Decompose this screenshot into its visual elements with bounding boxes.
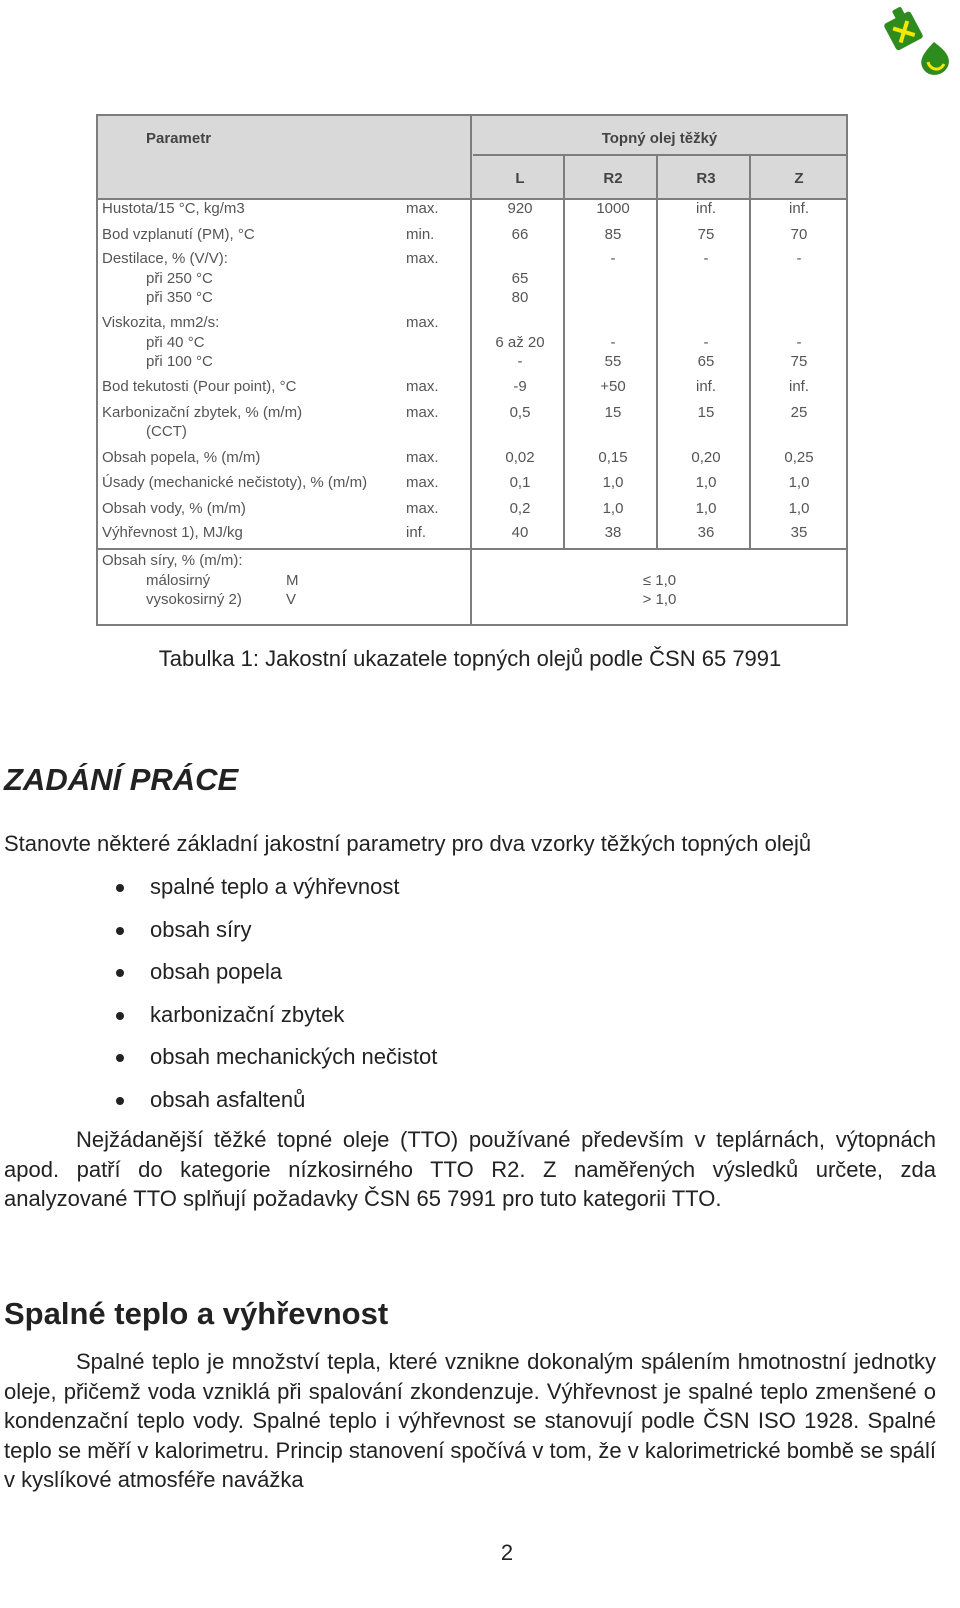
table-cell: 0,1 bbox=[509, 474, 531, 491]
task-intro: Stanovte některé základní jakostní parametry pro dva vzorky těžkých topných olejů bbox=[4, 831, 812, 856]
table-cell: - bbox=[610, 334, 616, 351]
col-header-z: Z bbox=[794, 170, 804, 187]
row-label: Destilace, % (V/V): bbox=[102, 250, 228, 267]
col-header-r2: R2 bbox=[603, 170, 623, 187]
task-heading: ZADÁNÍ PRÁCE bbox=[4, 762, 239, 797]
table-cell: 40 bbox=[511, 524, 529, 541]
oil-canister-logo-icon bbox=[882, 2, 960, 80]
table-cell: - bbox=[517, 353, 523, 370]
section-paragraph bbox=[4, 1347, 936, 1495]
row-label: Obsah popela, % (m/m) bbox=[102, 449, 261, 466]
table-cell: 1,0 bbox=[695, 500, 717, 517]
row-label: Obsah vody, % (m/m) bbox=[102, 500, 246, 517]
row-limit: min. bbox=[406, 226, 435, 243]
row-limit: max. bbox=[406, 500, 439, 517]
row-label: Bod vzplanutí (PM), °C bbox=[102, 226, 255, 243]
table-caption: Tabulka 1: Jakostní ukazatele topných olejů podle ČSN 65 7991 bbox=[158, 646, 782, 671]
divider bbox=[473, 154, 846, 156]
list-item: karbonizační zbytek bbox=[110, 994, 437, 1037]
list-item: obsah síry bbox=[110, 909, 437, 952]
sulfur-high-label: vysokosirný 2) bbox=[146, 591, 242, 608]
table-cell: 0,15 bbox=[598, 449, 628, 466]
list-item: spalné teplo a výhřevnost bbox=[110, 866, 437, 909]
quality-table bbox=[96, 114, 848, 626]
table-cell: 38 bbox=[604, 524, 622, 541]
table-cell: 0,2 bbox=[509, 500, 531, 517]
table-cell: 0,20 bbox=[691, 449, 721, 466]
sulfur-label: Obsah síry, % (m/m): bbox=[102, 552, 243, 569]
table-cell: 85 bbox=[604, 226, 622, 243]
table-cell: 1,0 bbox=[602, 474, 624, 491]
table-cell: 0,25 bbox=[784, 449, 814, 466]
table-cell: - bbox=[703, 334, 709, 351]
row-limit: max. bbox=[406, 314, 439, 331]
table-cell: 15 bbox=[697, 404, 715, 421]
table-cell: 70 bbox=[790, 226, 808, 243]
table-cell: 1,0 bbox=[695, 474, 717, 491]
table-cell: inf. bbox=[788, 378, 809, 395]
group-header: Topný olej těžký bbox=[601, 130, 718, 147]
row-label: Karbonizační zbytek, % (m/m) bbox=[102, 404, 303, 421]
table-cell: 66 bbox=[511, 226, 529, 243]
list-item: obsah popela bbox=[110, 951, 437, 994]
row-label: při 250 °C bbox=[146, 270, 213, 287]
sulfur-low-value: ≤ 1,0 bbox=[642, 572, 677, 589]
row-limit: max. bbox=[406, 449, 439, 466]
row-label: při 40 °C bbox=[146, 334, 205, 351]
task-paragraph-text: Nejžádanější těžké topné oleje (TTO) používané především v teplárnách, výtopnách apod. patří do kategorie nízkosirného TTO R2. Z naměřených výsledků určete, zda analyzované TTO splňují požadavky ČSN 65 7991 pro tuto kategorii TTO. bbox=[4, 1127, 936, 1211]
table-cell: 75 bbox=[790, 353, 808, 370]
table-cell: 920 bbox=[507, 200, 533, 217]
table-cell: - bbox=[796, 334, 802, 351]
table-cell: 75 bbox=[697, 226, 715, 243]
section-paragraph-text: Spalné teplo je množství tepla, které vznikne dokonalým spálením hmotnostní jednotky oleje, přičemž voda vzniklá při spalování zkondenzuje. Výhřevnost je spalné teplo zmenšené o kondenzační teplo vody. Spalné teplo i výhřevnost se stanovují podle ČSN ISO 1928. Spalné teplo se měří v kalorimetru. Princip stanovení spočívá v tom, že v kalorimetrické bombě se spálí v kyslíkové atmosféře navážka bbox=[4, 1349, 936, 1492]
table-cell: - bbox=[796, 250, 802, 267]
col-header-l: L bbox=[515, 170, 525, 187]
table-cell: 1,0 bbox=[788, 500, 810, 517]
row-label: Bod tekutosti (Pour point), °C bbox=[102, 378, 297, 395]
param-header: Parametr bbox=[146, 130, 212, 147]
table-cell: - bbox=[610, 250, 616, 267]
row-limit: max. bbox=[406, 250, 439, 267]
task-paragraph bbox=[4, 1125, 936, 1214]
table-cell: 65 bbox=[697, 353, 715, 370]
table-cell: inf. bbox=[695, 378, 716, 395]
table-cell: inf. bbox=[788, 200, 809, 217]
table-cell: 0,5 bbox=[509, 404, 531, 421]
table-cell: 1,0 bbox=[788, 474, 810, 491]
table-cell: 36 bbox=[697, 524, 715, 541]
divider bbox=[98, 548, 846, 550]
col-header-r3: R3 bbox=[696, 170, 716, 187]
table-cell: - bbox=[703, 250, 709, 267]
table-cell: 15 bbox=[604, 404, 622, 421]
table-cell: -9 bbox=[513, 378, 527, 395]
row-label: Výhřevnost 1), MJ/kg bbox=[102, 524, 243, 541]
row-label: Viskozita, mm2/s: bbox=[102, 314, 220, 331]
table-cell: 55 bbox=[604, 353, 622, 370]
row-limit: max. bbox=[406, 474, 439, 491]
table-cell: 80 bbox=[511, 289, 529, 306]
sulfur-low-code: M bbox=[286, 572, 299, 589]
section-heading: Spalné teplo a výhřevnost bbox=[4, 1296, 389, 1331]
table-cell: 1,0 bbox=[602, 500, 624, 517]
table-header bbox=[98, 116, 846, 200]
list-item: obsah mechanických nečistot bbox=[110, 1036, 437, 1079]
page-number: 2 bbox=[500, 1540, 514, 1565]
row-label: při 350 °C bbox=[146, 289, 213, 306]
task-bullet-list bbox=[110, 866, 437, 1121]
sulfur-high-value: > 1,0 bbox=[642, 591, 677, 608]
table-cell: 1000 bbox=[596, 200, 630, 217]
sulfur-high-code: V bbox=[286, 591, 297, 608]
list-item: obsah asfaltenů bbox=[110, 1079, 437, 1122]
sulfur-low-label: málosirný bbox=[146, 572, 211, 589]
row-label: Hustota/15 °C, kg/m3 bbox=[102, 200, 245, 217]
table-cell: +50 bbox=[600, 378, 626, 395]
row-label: při 100 °C bbox=[146, 353, 213, 370]
table-cell: 25 bbox=[790, 404, 808, 421]
table-cell: 0,02 bbox=[505, 449, 535, 466]
row-limit: max. bbox=[406, 200, 439, 217]
row-limit: inf. bbox=[406, 524, 427, 541]
row-limit: max. bbox=[406, 378, 439, 395]
table-cell: inf. bbox=[695, 200, 716, 217]
row-limit: max. bbox=[406, 404, 439, 421]
table-cell: 35 bbox=[790, 524, 808, 541]
row-label: Úsady (mechanické nečistoty), % (m/m) bbox=[102, 474, 368, 491]
row-label: (CCT) bbox=[146, 423, 187, 440]
table-cell: 6 až 20 bbox=[495, 334, 545, 351]
table-cell: 65 bbox=[511, 270, 529, 287]
